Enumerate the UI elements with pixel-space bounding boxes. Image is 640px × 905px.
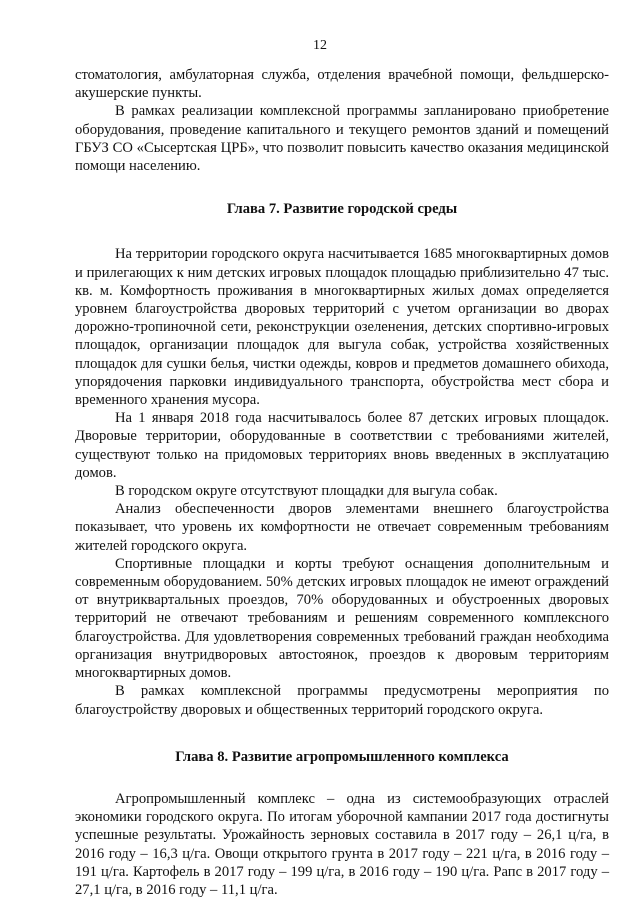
continuation-paragraph: стоматология, амбулаторная служба, отделения врачебной помощи, фельдшерско-акушерские пункты.: [75, 67, 609, 102]
intro-paragraph: В рамках реализации комплексной программы запланировано приобретение оборудования, проведение капитального и текущего ремонтов зданий и помещений ГБУЗ СО «Сысертская ЦРБ», что позволит повысить качество оказания медицинской помощи населению.: [75, 103, 609, 175]
chapter-7-paragraph: Спортивные площадки и корты требуют оснащения дополнительным и современным оборудованием. 50% детских игровых площадок не имеют ограждений от внутриквартальных проездов, 70% оборудованных и обустроенных дворовых территорий не отвечают требованиям и решениям современного комплексного благоустройства. Для удовлетворения современных требований граждан необходима организация внутридворовых автостоянок, проездов к дворовым территориям многоквартирных домов.: [75, 555, 609, 682]
page-number: 12: [313, 38, 327, 53]
chapter-7-heading: Глава 7. Развитие городской среды: [226, 201, 458, 218]
chapter-7-paragraph: В рамках комплексной программы предусмотрены мероприятия по благоустройству дворовых и общественных территорий городского округа.: [75, 683, 609, 718]
chapter-7-paragraph: Анализ обеспеченности дворов элементами внешнего благоустройства показывает, что уровень их комфортности не отвечает современным требованиям жителей городского округа.: [75, 501, 609, 554]
chapter-7-paragraph: На 1 января 2018 года насчитывалось более 87 детских игровых площадок. Дворовые территории, оборудованные в соответствии с требованиями жителей, существуют только на придомовых территориях вновь введенных в эксплуатацию домов.: [75, 410, 609, 481]
chapter-8-paragraph: Агропромышленный комплекс – одна из системообразующих отраслей экономики городского округа. По итогам уборочной кампании 2017 года достигнуты успешные результаты. Урожайность зерновых составила в 2017 году – 26,1 ц/га, в 2016 году – 16,3 ц/га. Овощи открытого грунта в 2017 году – 221 ц/га, в 2016 году – 191 ц/га. Картофель в 2017 году – 199 ц/га, в 2016 году – 190 ц/га. Рапс в 2017 году – 27,1 ц/га, в 2016 году – 11,1 ц/га.: [75, 790, 609, 898]
chapter-7-paragraph: В городском округе отсутствуют площадки для выгула собак.: [115, 483, 498, 500]
chapter-7-paragraph: На территории городского округа насчитывается 1685 многоквартирных домов и прилегающих к ним детских игровых площадок площадью приблизительно 47 тыс. кв. м. Комфортность проживания в многоквартирных жилых домах определяется уровнем благоустройства дворовых территорий с учетом организации во дворах дорожно-тропиночной сети, реконструкции озеленения, детских спортивно-игровых площадок, организации площадок для выгула собак, устройства хозяйственных площадок для сушки белья, чистки одежды, ковров и предметов домашнего обихода, упорядочения парковки индивидуального транспорта, обустройства мест сбора и временного хранения мусора.: [75, 246, 609, 409]
document-body: [75, 66, 609, 899]
chapter-8-heading: Глава 8. Развитие агропромышленного комплекса: [175, 748, 509, 765]
